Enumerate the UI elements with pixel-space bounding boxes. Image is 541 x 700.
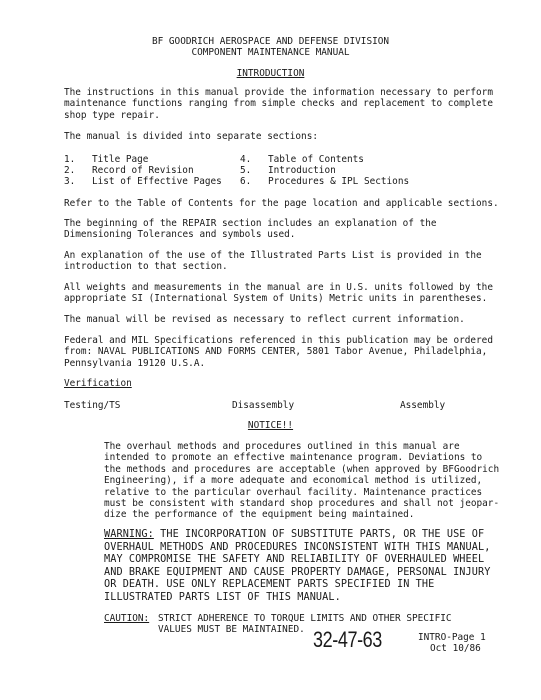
section-number: 4. [240, 154, 252, 165]
section-label: Table of Contents [268, 154, 364, 165]
notice-text: The overhaul methods and procedures outlined in this manual are intended to promote an effective maintenance program. Deviations to the methods and procedures are acceptable (when approved by BFGoodrich Engineering), if a more adequate and economical method is utilized, relative to the particular overhaul facility. Maintenance practices must be consistent with standard shop procedures and shall not jeopar- dize the performance of the equipment being maintained. [104, 441, 500, 521]
section-number: 1. [64, 154, 76, 165]
caution-line-1: STRICT ADHERENCE TO TORQUE LIMITS AND OTHER SPECIFIC [158, 613, 452, 624]
list-item [64, 176, 222, 187]
warning-block [104, 529, 514, 605]
verification-item-assembly: Assembly [400, 400, 446, 411]
section-number: 6. [240, 176, 252, 187]
revision-date: Oct 10/86 [430, 643, 481, 654]
caution-line-2: VALUES MUST BE MAINTAINED. [158, 624, 305, 635]
divided-paragraph: The manual is divided into separate sections: [64, 131, 318, 142]
section-number: 3. [64, 176, 76, 187]
verification-heading: Verification [64, 378, 132, 389]
refer-paragraph: Refer to the Table of Contents for the page location and applicable sections. [64, 198, 499, 209]
list-item [240, 176, 409, 187]
section-number: 2. [64, 165, 76, 176]
section-number: 5. [240, 165, 252, 176]
federal-paragraph: Federal and MIL Specifications referenced in this publication may be ordered from: NAVAL PUBLICATIONS AND FORMS CENTER, 5801 Tabor Avenue, Philadelphia, Pennsylvania 19120 U.S.A. [64, 335, 493, 369]
intro-paragraph: The instructions in this manual provide the information necessary to perform maintenance functions ranging from simple checks and replacement to complete shop type repair. [64, 87, 493, 121]
chapter-number: 32-47-63 [313, 627, 382, 652]
repair-paragraph: The beginning of the REPAIR section includes an explanation of the Dimensioning Tolerances and symbols used. [64, 218, 437, 241]
warning-text: THE INCORPORATION OF SUBSTITUTE PARTS, OR THE USE OF OVERHAUL METHODS AND PROCEDURES INCONSISTENT WITH THIS MANUAL, MAY COMPROMISE THE SAFETY AND RELIABILITY OF OVERHAULED WHEEL AND BRAKE EQUIPMENT AND CAUSE PROPERTY DAMAGE, PERSONAL INJURY OR DEATH. USE ONLY REPLACEMENT PARTS SPECIFIED IN THE ILLUSTRATED PARTS LIST OF THIS MANUAL. [104, 529, 491, 603]
verification-item-disassembly: Disassembly [232, 400, 295, 411]
list-item [240, 154, 364, 165]
revised-paragraph: The manual will be revised as necessary to reflect current information. [64, 314, 465, 325]
units-paragraph: All weights and measurements in the manual are in U.S. units followed by the appropriate SI (International System of Units) Metric units in parentheses. [64, 282, 493, 305]
section-label: Title Page [92, 154, 149, 165]
page-title: INTRODUCTION [236, 68, 305, 79]
section-label: Record of Revision [92, 165, 194, 176]
warning-label: WARNING: [104, 529, 154, 540]
page-number: INTRO-Page 1 [418, 632, 486, 643]
company-header: BF GOODRICH AEROSPACE AND DEFENSE DIVISION [151, 36, 390, 47]
section-label: Procedures & IPL Sections [268, 176, 410, 187]
verification-item-testing: Testing/TS [64, 400, 121, 411]
list-item [240, 165, 336, 176]
notice-heading: NOTICE!! [247, 420, 294, 431]
ipl-paragraph: An explanation of the use of the Illustrated Parts List is provided in the introduction to that section. [64, 250, 482, 273]
caution-label: CAUTION: [104, 613, 150, 624]
list-item [64, 165, 194, 176]
list-item [64, 154, 148, 165]
section-label: List of Effective Pages [92, 176, 222, 187]
section-label: Introduction [268, 165, 336, 176]
manual-subtitle: COMPONENT MAINTENANCE MANUAL [191, 47, 350, 58]
